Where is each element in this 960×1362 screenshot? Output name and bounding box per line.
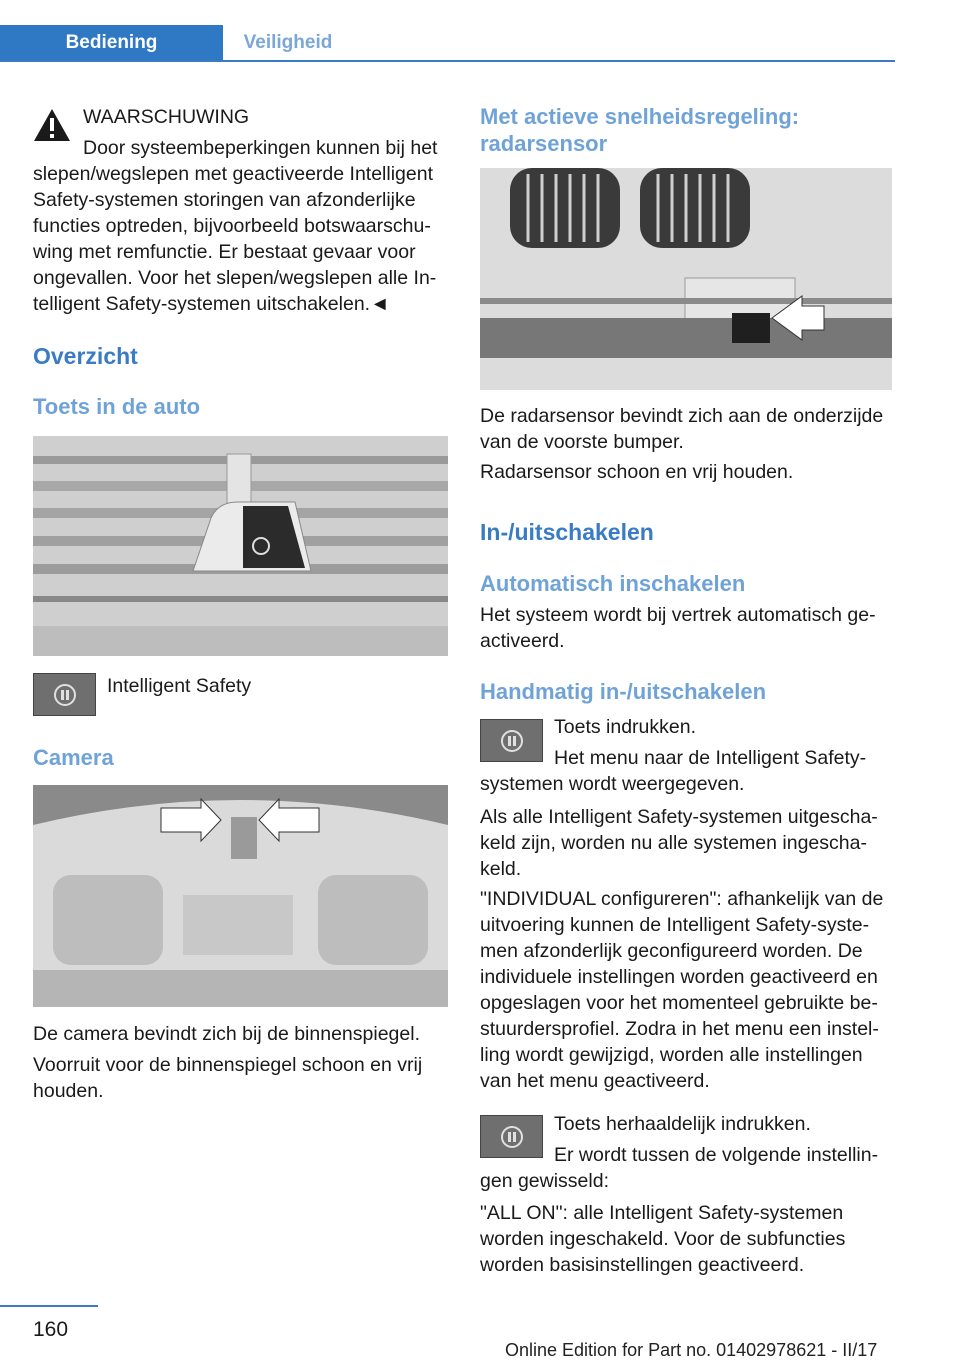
button-caption: Intelligent Safety [107,675,252,697]
heading-radarsensor: Met actieve snelheidsregeling: radarsensor [480,104,800,156]
manual-text-2: Als alle Intelligent Safety-systemen uitgescha-keld zijn, worden nu alle systemen ingescha-keld. [480,806,878,880]
warning-text: Door systeembeperkingen kunnen bij het slepen/wegslepen met geactiveerde Intelligent Safety-systemen storingen van afzonderlijke functies optreden, bijvoorbeeld botswaarschu-wing met remfunctie. Er bestaat gevaar voor ongevallen. Voor het slepen/wegslepen alle In-telligent Safety-systemen uitschakelen.◄ [33,137,438,315]
edition-note: Online Edition for Part no. 01402978621 - II/17 [505,1340,878,1360]
all-on-text: "ALL ON": alle Intelligent Safety-systemen worden ingeschakeld. Voor de subfuncties worden basisinstellingen geactiveerd. [480,1202,846,1276]
heading-camera: Camera [33,745,114,770]
manual-step-1-text: Het menu naar de Intelligent Safety-systemen wordt weergegeven. [480,747,867,795]
manual-text-3: "INDIVIDUAL configureren": afhankelijk van de uitvoering kunnen de Intelligent Safety-syste-men afzonderlijk geconfigureerd worden. De individuele instellingen worden geactiveerd en opgeslagen voor het momenteel gebruikte be-stuurdersprofiel. Zodra in het menu een instel-ling wordt gewijzigd, worden alle instellingen van het menu geactiveerd. [480,888,884,1092]
radar-sensor-image [480,168,892,390]
heading-toets-in-de-auto: Toets in de auto [33,394,201,419]
dashboard-button-image [33,436,448,656]
heading-in-uitschakelen: In-/uitschakelen [480,519,654,545]
repeat-text: Er wordt tussen de volgende instellin-gen gewisseld: [480,1144,879,1192]
radar-text-1: De radarsensor bevindt zich aan de onderzijde van de voorste bumper. [480,405,884,453]
auto-text: Het systeem wordt bij vertrek automatisch ge-activeerd. [480,604,876,652]
manual-step-1: Toets indrukken. [554,716,696,738]
heading-handmatig: Handmatig in-/uitschakelen [480,679,767,704]
header-tabs [0,25,895,61]
header-divider [0,60,895,62]
repeat-step: Toets herhaaldelijk indrukken. [554,1113,811,1135]
page-number: 160 [33,1318,69,1341]
camera-text-2: Voorruit voor de binnenspiegel schoon en vrij houden. [33,1054,423,1102]
tab-veiligheid[interactable]: Veiligheid [243,32,333,53]
heading-automatisch-inschakelen: Automatisch inschakelen [480,571,746,596]
radar-text-2: Radarsensor schoon en vrij houden. [480,461,794,483]
camera-text-1: De camera bevindt zich bij de binnenspiegel. [33,1023,420,1045]
heading-overzicht: Overzicht [33,343,138,369]
intelligent-safety-button-icon [33,673,96,716]
warning-title: WAARSCHUWING [83,106,250,128]
footer-divider [0,1305,98,1307]
tab-bediening[interactable]: Bediening [0,25,223,61]
camera-image [33,785,448,1007]
